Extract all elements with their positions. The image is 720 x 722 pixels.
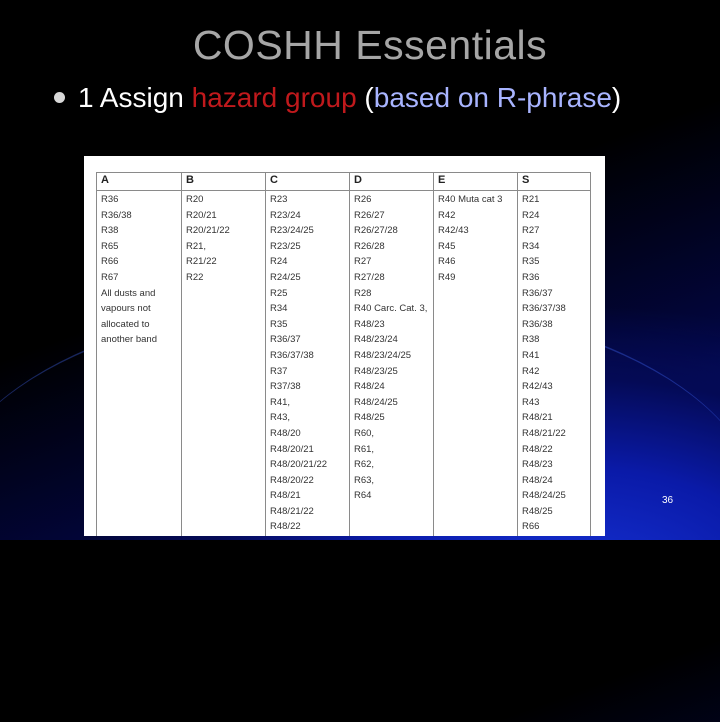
table-cell: R48/23 <box>354 318 385 330</box>
table-cell: All dusts and <box>101 287 156 299</box>
table-column-header: C <box>270 174 278 186</box>
table-column-cells <box>354 192 427 504</box>
table-cell: R36/38 <box>101 209 132 221</box>
table-cell: R48/20/21/22 <box>270 459 328 471</box>
table-cell: R61, <box>354 443 375 455</box>
table-cell: R38 <box>101 225 119 237</box>
table-cell: R36/37/38 <box>270 349 314 361</box>
table-cell: R40 Carc. Cat. 3, <box>354 303 428 315</box>
table-cell: R45 <box>438 240 456 252</box>
table-cell: R41 <box>522 349 540 361</box>
table-cell: R23 <box>270 194 288 205</box>
table-cell: R42 <box>438 209 456 221</box>
table-cell: R65 <box>101 240 119 252</box>
bullet-highlight-hazard-group: hazard group <box>191 82 357 113</box>
table-cell: R48/22 <box>522 443 553 455</box>
table-column-header: E <box>438 174 446 186</box>
table-cell: R48/23/24/25 <box>354 349 412 361</box>
table-cell: R20/21 <box>186 209 217 221</box>
table-cell: R38 <box>522 334 540 346</box>
table-cell: R24/25 <box>270 271 301 283</box>
table-cell: R66 <box>522 521 540 533</box>
table-cell: R48/21 <box>270 490 301 502</box>
table-cell: R40 Muta cat 3 <box>438 194 503 205</box>
table-cell: R36/37 <box>270 334 301 346</box>
table-cell: R24 <box>522 209 540 221</box>
table-cell: R62, <box>354 459 375 471</box>
page-number: 36 <box>662 495 674 506</box>
table-cell: R20 <box>186 194 204 205</box>
table-cell: R48/24 <box>354 381 385 393</box>
table-cell: R27 <box>354 256 372 268</box>
table-column-b <box>181 173 266 536</box>
bullet-text-part: ) <box>611 82 622 113</box>
table-cell: R48/21/22 <box>522 427 566 439</box>
table-cell: R67 <box>101 271 119 283</box>
table-cell: R37/38 <box>270 381 301 393</box>
table-cell: R48/23/25 <box>354 365 398 377</box>
table-column-cells <box>186 192 230 286</box>
table-cell: R43 <box>522 396 540 408</box>
table-cell: R46 <box>438 256 456 268</box>
table-cell: R49 <box>438 271 456 283</box>
table-cell: R48/25 <box>354 412 385 424</box>
table-cell: R48/20/21 <box>270 443 314 455</box>
table-cell: R34 <box>522 240 540 252</box>
table-cell: R36/38 <box>522 318 553 330</box>
table-cell: R23/25 <box>270 240 301 252</box>
table-cell: R43, <box>270 412 291 424</box>
table-cell: R27 <box>522 225 540 237</box>
hazard-group-table-image <box>84 156 605 536</box>
table-cell: allocated to <box>101 318 150 330</box>
table-column-a <box>97 173 181 536</box>
table-column-s <box>517 173 591 536</box>
table-cell: R20/21/22 <box>186 225 230 237</box>
table-cell: R63, <box>354 474 375 486</box>
bullet-dot-icon <box>54 92 65 103</box>
table-cell: R26/28 <box>354 240 385 252</box>
table-cell: R23/24/25 <box>270 225 314 237</box>
table-cell: R35 <box>522 256 540 268</box>
table-column-d <box>349 173 434 536</box>
table-cell: R28 <box>354 287 372 299</box>
bullet-text-part: 1 Assign <box>78 82 192 113</box>
table-cell: R24 <box>270 256 288 268</box>
table-column-header: B <box>186 174 194 186</box>
table-cell: R21/22 <box>186 256 217 268</box>
table-cell: R48/23 <box>522 459 553 471</box>
table-cell: R48/22 <box>270 521 301 533</box>
table-cell: R42/43 <box>522 381 553 393</box>
table-cell: R48/24/25 <box>522 490 566 502</box>
table-cell: R34 <box>270 303 288 315</box>
table-column-header: A <box>101 174 109 186</box>
table-cell: R36 <box>522 271 540 283</box>
table-cell: R48/20/22 <box>270 474 314 486</box>
table-cell: R48/24/25 <box>354 396 398 408</box>
table-cell: another band <box>101 334 157 346</box>
table-cell: R22 <box>186 271 204 283</box>
table-cell: R42 <box>522 365 540 377</box>
table-column-header: D <box>354 174 362 186</box>
table-column-cells <box>522 192 566 535</box>
table-cell: R36 <box>101 194 119 205</box>
table-cell: R25 <box>270 287 288 299</box>
bullet-text-part: ( <box>356 82 374 113</box>
table-cell: R48/23/24 <box>354 334 398 346</box>
table-cell: R41, <box>270 396 291 408</box>
table-cell: R66 <box>101 256 119 268</box>
slide-title: COSHH Essentials <box>192 22 548 68</box>
table-cell: R23/24 <box>270 209 301 221</box>
table-cell: R35 <box>270 318 288 330</box>
table-column-cells <box>101 192 157 348</box>
table-cell: R26/27 <box>354 209 385 221</box>
table-cell: R26/27/28 <box>354 225 398 237</box>
table-column-header: S <box>522 174 530 186</box>
table-cell: R48/20 <box>270 427 301 439</box>
table-cell: R37 <box>270 365 288 377</box>
bullet-text <box>78 80 678 116</box>
table-cell: R48/24 <box>522 474 553 486</box>
hazard-group-table <box>96 172 591 536</box>
table-cell: R27/28 <box>354 271 385 283</box>
table-cell: R48/25 <box>522 505 553 517</box>
table-cell: R36/37/38 <box>522 303 566 315</box>
table-cell: R36/37 <box>522 287 553 299</box>
table-cell: R26 <box>354 194 372 205</box>
table-cell: R48/21/22 <box>270 505 314 517</box>
table-column-e <box>433 173 518 536</box>
table-cell: R60, <box>354 427 375 439</box>
table-column-cells <box>270 192 327 535</box>
table-cell: R21 <box>522 194 540 205</box>
table-column-c <box>265 173 350 536</box>
table-cell: R42/43 <box>438 225 469 237</box>
table-cell: R21, <box>186 240 207 252</box>
table-cell: R48/21 <box>522 412 553 424</box>
table-cell: vapours not <box>101 303 151 315</box>
bullet-highlight-r-phrase: based on R-phrase <box>373 82 612 113</box>
table-column-cells <box>438 192 502 286</box>
table-cell: R64 <box>354 490 372 502</box>
